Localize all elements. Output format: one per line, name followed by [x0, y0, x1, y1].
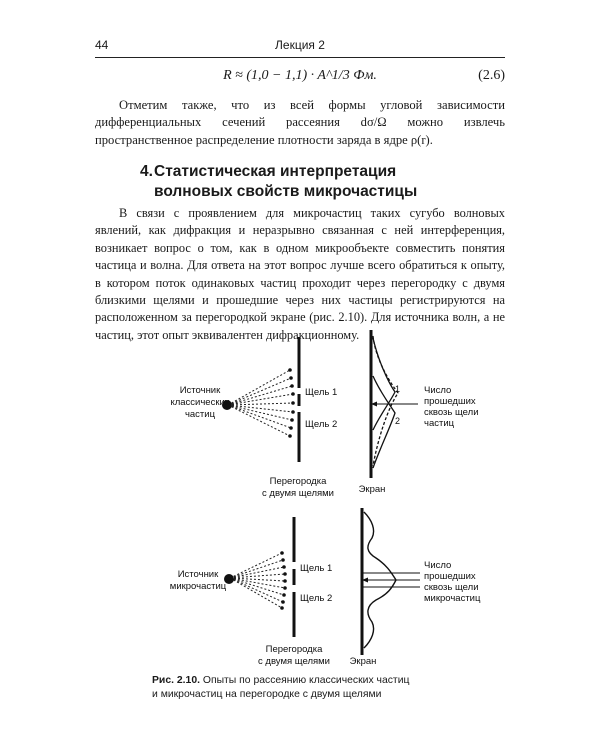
- top-count-label-2: прошедших: [424, 396, 476, 407]
- bottom-source-label-1: Источник: [177, 569, 219, 580]
- top-slit-2-label: Щель 2: [305, 419, 338, 430]
- top-curve-1-label: 1: [395, 384, 401, 394]
- bottom-source-spray: [230, 553, 285, 608]
- caption-label: Рис. 2.10.: [152, 675, 200, 686]
- bottom-count-label-4: микрочастиц: [424, 593, 481, 604]
- figure-caption: [152, 674, 442, 702]
- top-source-spray: [228, 370, 293, 436]
- top-curve-sum: [373, 336, 401, 466]
- paragraph-2: В связи с проявлением для микрочастиц таких сугубо волновых явлений, как дифракция и неразрывно связанная с ней интерференция, возникает вопрос о том, как в одном микрообъекте совместить понятия частица и волна. Для ответа на этот вопрос лучше всего обратиться к опыту, в котором поток одинаковых частиц проходит через перегородку с двумя близкими щелями и прошедшие через них частицы регистрируются на расположенном за перегородкой экране (рис. 2.10). Для источника волн, а не частиц, этот опыт эквивалентен дифракционному.: [95, 206, 505, 342]
- bottom-screen-label: Экран: [349, 656, 377, 667]
- bottom-count-arrows: [362, 573, 420, 587]
- top-curve-2-label: 2: [395, 416, 401, 426]
- top-source-label-1: Источник: [179, 385, 221, 396]
- top-barrier-label-2: с двумя щелями: [262, 488, 334, 499]
- equation-formula: R ≈ (1,0 − 1,1) · A^1/3 Фм.: [223, 68, 377, 83]
- running-title: Лекция 2: [275, 38, 325, 52]
- bottom-count-label-3: сквозь щели: [424, 582, 479, 593]
- top-screen-label: Экран: [358, 484, 386, 495]
- bottom-slit-2-label: Щель 2: [300, 593, 333, 604]
- top-source-label-2: классических: [170, 397, 230, 408]
- top-count-label-1: Число: [424, 385, 452, 396]
- top-count-label-3: сквозь щели: [424, 407, 479, 418]
- bottom-slit-1-label: Щель 1: [300, 563, 333, 574]
- section-title-line-1: Статистическая интерпретация: [154, 163, 397, 180]
- bottom-count-label-2: прошедших: [424, 571, 476, 582]
- bottom-barrier-label-2: с двумя щелями: [258, 656, 330, 667]
- paragraph-1: Отметим также, что из всей формы угловой зависимости дифференциальных сечений рассеяния dσ/Ω можно извлечь пространственное распределение плотности заряда в ядре ρ(r).: [95, 98, 505, 147]
- section-title-line-2: волновых свойств микрочастицы: [154, 183, 418, 200]
- top-slit-1-label: Щель 1: [305, 387, 338, 398]
- bottom-source-label-2: микрочастиц: [169, 581, 227, 592]
- top-source-label-3: частиц: [184, 409, 216, 420]
- page-number: 44: [95, 38, 109, 52]
- top-count-label-4: частиц: [424, 418, 455, 429]
- caption-text-1: Опыты по рассеянию классических частиц: [199, 675, 410, 686]
- equation-number: (2.6): [478, 68, 505, 83]
- bottom-barrier-label-1: Перегородка: [265, 644, 323, 655]
- top-barrier-label-1: Перегородка: [269, 476, 327, 487]
- bottom-count-label-1: Число: [424, 560, 452, 571]
- section-number: 4.: [140, 163, 153, 180]
- caption-text-2: и микрочастиц на перегородке с двумя щелями: [152, 689, 382, 700]
